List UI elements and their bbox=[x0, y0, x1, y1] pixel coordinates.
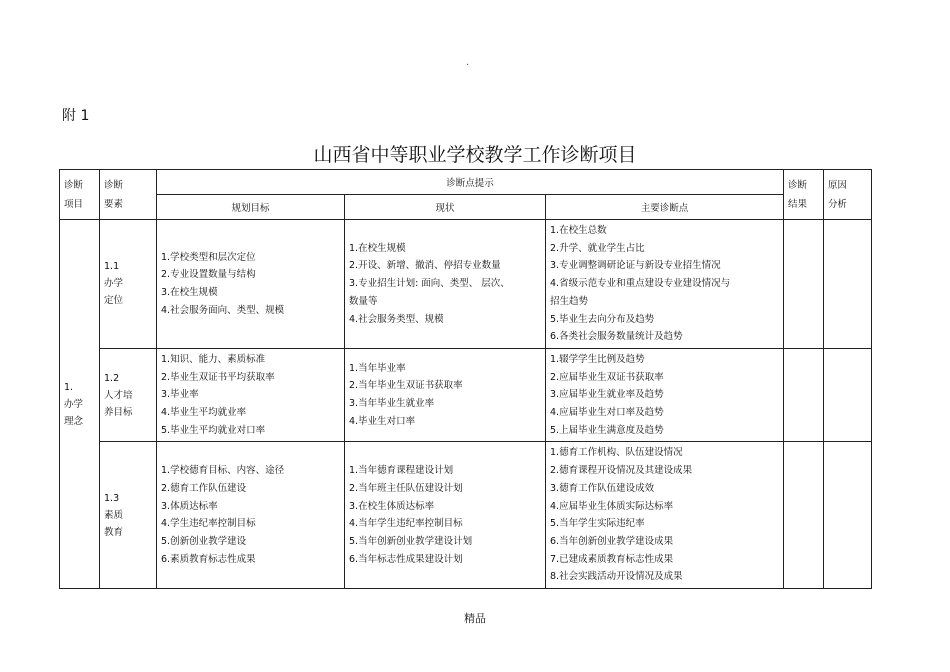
result-cell[interactable] bbox=[784, 442, 824, 589]
element-cell: 1.3 素质 教育 bbox=[100, 442, 157, 589]
element-cell: 1.2 人才培 养目标 bbox=[100, 348, 157, 442]
list-item: 4.毕业生平均就业率 bbox=[161, 407, 247, 419]
list-item: 5.毕业生去向分布及趋势 bbox=[550, 313, 655, 325]
list-item: 1.辍学学生比例及趋势 bbox=[550, 353, 645, 365]
list-item: 4.毕业生对口率 bbox=[349, 415, 416, 427]
header-diagnosis-element: 诊断 要素 bbox=[100, 170, 157, 220]
table-row bbox=[60, 442, 872, 589]
list-item: 2.德育工作队伍建设 bbox=[161, 482, 247, 494]
list-item: 6.各类社会服务数量统计及趋势 bbox=[550, 331, 683, 343]
list-item: 3.德育工作队伍建设成效 bbox=[550, 482, 655, 494]
list-item: 5.创新创业教学建设 bbox=[161, 535, 247, 547]
header-diagnosis-result: 诊断 结果 bbox=[784, 170, 824, 220]
list-item: 3.当年毕业生就业率 bbox=[349, 398, 435, 410]
list-item: 6.当年创新创业教学建设成果 bbox=[550, 535, 674, 547]
element-cell: 1.1 办学 定位 bbox=[100, 220, 157, 349]
reason-cell[interactable] bbox=[824, 220, 872, 349]
list-item: 4.社会服务面向、类型、规模 bbox=[161, 304, 285, 316]
list-item: 3.体质达标率 bbox=[161, 500, 218, 512]
points-cell bbox=[546, 220, 784, 349]
list-item: 2.当年班主任队伍建设计划 bbox=[349, 482, 463, 494]
table-row bbox=[60, 220, 872, 349]
list-item: 数量等 bbox=[349, 295, 378, 307]
list-item: 1.在校生规模 bbox=[349, 242, 406, 254]
current-cell bbox=[345, 220, 546, 349]
item-school-philosophy: 1. 办学 理念 bbox=[60, 220, 100, 589]
header-main-points: 主要诊断点 bbox=[546, 195, 784, 220]
page-title: 山西省中等职业学校教学工作诊断项目 bbox=[313, 144, 637, 166]
reason-cell[interactable] bbox=[824, 442, 872, 589]
list-item: 3.专业招生计划: 面向、类型、 层次、 bbox=[349, 278, 510, 290]
goal-cell bbox=[157, 220, 345, 349]
list-item: 4.当年学生违纪率控制目标 bbox=[349, 518, 463, 530]
header-planning-goal: 规划目标 bbox=[157, 195, 345, 220]
list-item: 4.省级示范专业和重点建设专业建设情况与 bbox=[550, 278, 731, 290]
list-item: 7.已建成素质教育标志性成果 bbox=[550, 553, 674, 565]
list-item: 3.在校生体质达标率 bbox=[349, 500, 435, 512]
header-diagnosis-item: 诊断 项目 bbox=[60, 170, 100, 220]
header-current-status: 现状 bbox=[345, 195, 546, 220]
list-item: 4.学生违纪率控制目标 bbox=[161, 518, 256, 530]
list-item: 4.社会服务类型、规模 bbox=[349, 313, 444, 325]
list-item: 5.上届毕业生满意度及趋势 bbox=[550, 424, 664, 436]
current-cell bbox=[345, 442, 546, 589]
diagnosis-table bbox=[59, 169, 872, 589]
list-item: 4.应届毕业生对口率及趋势 bbox=[550, 407, 664, 419]
list-item: 1.学校德育目标、内容、途径 bbox=[161, 465, 285, 477]
list-item: 1.德育工作机构、队伍建设情况 bbox=[550, 447, 683, 459]
list-item: 4.应届毕业生体质实际达标率 bbox=[550, 500, 674, 512]
header-diagnosis-hints: 诊断点提示 bbox=[157, 170, 784, 195]
goal-cell bbox=[157, 348, 345, 442]
list-item: 8.社会实践活动开设情况及成果 bbox=[550, 571, 683, 583]
list-item: 6.当年标志性成果建设计划 bbox=[349, 553, 463, 565]
list-item: 2.当年毕业生双证书获取率 bbox=[349, 380, 463, 392]
reason-cell[interactable] bbox=[824, 348, 872, 442]
table-row bbox=[60, 348, 872, 442]
current-cell bbox=[345, 348, 546, 442]
list-item: 1.知识、能力、素质标准 bbox=[161, 353, 266, 365]
list-item: 2.毕业生双证书平均获取率 bbox=[161, 371, 275, 383]
list-item: 6.素质教育标志性成果 bbox=[161, 553, 256, 565]
list-item: 3.应届毕业生就业率及趋势 bbox=[550, 389, 664, 401]
list-item: 1.在校生总数 bbox=[550, 225, 607, 236]
list-item: 招生趋势 bbox=[550, 295, 589, 307]
list-item: 5.当年学生实际违纪率 bbox=[550, 518, 645, 530]
goal-cell bbox=[157, 442, 345, 589]
result-cell[interactable] bbox=[784, 348, 824, 442]
list-item: 3.毕业率 bbox=[161, 389, 199, 401]
list-item: 2.德育课程开设情况及其建设成果 bbox=[550, 465, 693, 477]
list-item: 2.升学、就业学生占比 bbox=[550, 242, 645, 254]
points-cell bbox=[546, 348, 784, 442]
list-item: 2.开设、新增、撤消、停招专业数量 bbox=[349, 260, 501, 272]
result-cell[interactable] bbox=[784, 220, 824, 349]
header-dot: · bbox=[466, 60, 470, 71]
footer-label: 精品 bbox=[464, 612, 486, 625]
list-item: 1.学校类型和层次定位 bbox=[161, 251, 256, 263]
list-item: 1.当年德育课程建设计划 bbox=[349, 465, 454, 477]
list-item: 3.在校生规模 bbox=[161, 286, 218, 298]
list-item: 5.毕业生平均就业对口率 bbox=[161, 424, 266, 436]
list-item: 5.当年创新创业教学建设计划 bbox=[349, 535, 473, 547]
list-item: 3.专业调整调研论证与新设专业招生情况 bbox=[550, 260, 721, 272]
annex-label: 附 1 bbox=[62, 108, 90, 124]
header-reason-analysis: 原因 分析 bbox=[824, 170, 872, 220]
list-item: 2.专业设置数量与结构 bbox=[161, 269, 256, 281]
list-item: 2.应届毕业生双证书获取率 bbox=[550, 371, 664, 383]
list-item: 1.当年毕业率 bbox=[349, 362, 406, 374]
points-cell bbox=[546, 442, 784, 589]
